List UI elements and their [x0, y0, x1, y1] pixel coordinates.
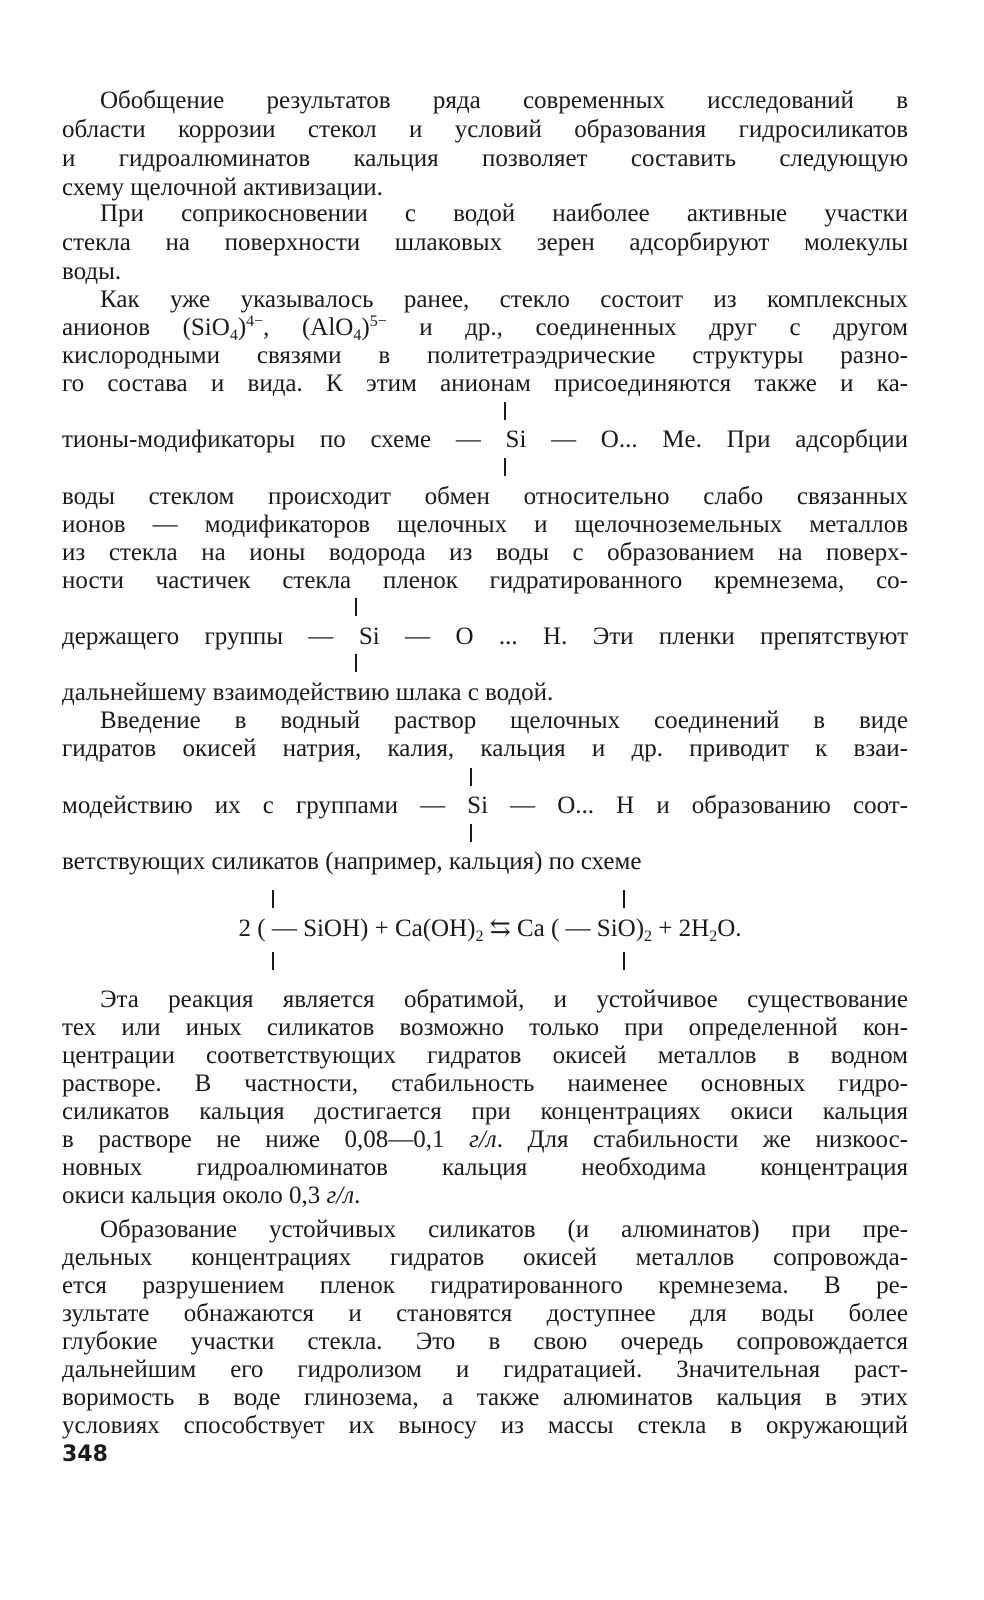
subscript: 4: [353, 327, 362, 344]
text-line: и гидроалюминатов кальция позволяет составить следующую: [62, 145, 908, 172]
text-line: центрации соответствующих гидратов окисей металлов в водном: [62, 1042, 908, 1069]
bond-line: [623, 890, 625, 908]
reaction-equation: [60, 912, 920, 946]
text-line: из стекла на ионы водорода из воды с образованием на поверх-: [62, 539, 908, 566]
text-fragment: , (AlO: [263, 314, 354, 341]
bond-line: [355, 654, 357, 672]
text-line: тех или иных силикатов возможно только при определенной кон-: [62, 1014, 908, 1041]
unit-label: г/л: [326, 1182, 355, 1209]
subscript: 2: [475, 928, 484, 945]
text-line-units: [62, 1181, 908, 1211]
text-line: растворе. В частности, стабильность наименее основных гидро-: [62, 1070, 908, 1097]
text-line: Введение в водный раствор щелочных соединений в виде: [100, 707, 908, 734]
text-line-units: [62, 1125, 908, 1155]
text-line: кислородными связями в политетраэдрические структуры разно-: [62, 342, 908, 369]
bond-line: [504, 402, 506, 420]
text-line: ется разрушением пленок гидратированного кремнезема. В ре-: [62, 1272, 908, 1299]
page-number: 348: [62, 1442, 108, 1467]
text-line: схему щелочной активизации.: [62, 174, 383, 201]
text-fragment: в растворе не ниже 0,08—0,1: [62, 1126, 470, 1153]
bond-line: [470, 824, 472, 842]
text-line: силикатов кальция достигается при концентрациях окиси кальция: [62, 1098, 908, 1125]
bond-line: [355, 598, 357, 616]
text-line-formula: анионов $(SiO_4)^{4-}$, $(AlO_4)^{5-}$ и др., соединенных друг с другом: [62, 313, 908, 344]
text-fragment: .: [354, 1182, 361, 1209]
equation-fragment: + 2H: [652, 915, 710, 942]
superscript: 4−: [246, 313, 264, 330]
text-fragment: анионов (SiO: [62, 314, 230, 341]
text-line: держащего группы — Si — O ... H. Эти пленки препятствуют: [62, 623, 908, 650]
text-line: стекла на поверхности шлаковых зерен адсорбируют молекулы: [62, 229, 908, 256]
text-line: ветствующих силикатов (например, кальция) по схеме: [62, 848, 642, 875]
text-line: ионов — модификаторов щелочных и щелочноземельных металлов: [62, 511, 908, 538]
text-line: ности частичек стекла пленок гидратированного кремнезема, со-: [62, 567, 908, 594]
bond-line: [272, 952, 274, 970]
text-line: Эта реакция является обратимой, и устойчивое существование: [100, 986, 908, 1013]
equation-fragment: Ca ( — SiO): [516, 915, 645, 942]
text-line: дальнейшему взаимодействию шлака с водой.: [62, 679, 554, 706]
text-line: воримость в воде глинозема, а также алюминатов кальция в этих: [62, 1384, 908, 1411]
unit-label: г/л: [469, 1126, 497, 1153]
equilibrium-arrow: ⇆: [483, 915, 517, 942]
text-line: области коррозии стекол и условий образования гидросиликатов: [62, 116, 908, 143]
bond-line: [470, 768, 472, 786]
subscript: 2: [709, 928, 718, 945]
text-line: новных гидроалюминатов кальция необходима концентрация: [62, 1154, 908, 1181]
text-line: Обобщение результатов ряда современных исследований в: [100, 87, 908, 114]
bond-line: [623, 952, 625, 970]
equation-fragment: 2 ( — SiOH) + Ca(OH): [238, 915, 476, 942]
bond-line: [504, 458, 506, 476]
text-line: модействию их с группами — Si — O... H и образованию соот-: [62, 792, 908, 819]
text-line: глубокие участки стекла. Это в свою очередь сопровождается: [62, 1328, 908, 1355]
text-line: дальнейшим его гидролизом и гидратацией. Значительная раст-: [62, 1356, 908, 1383]
text-line: дельных концентрациях гидратов окисей металлов сопровожда-: [62, 1244, 908, 1271]
equation-fragment: O.: [717, 915, 742, 942]
text-line: го состава и вида. К этим анионам присоединяются также и ка-: [62, 370, 908, 397]
text-line: тионы-модификаторы по схеме — Si — O... Me. При адсорбции: [62, 426, 908, 453]
text-fragment: окиси кальция около 0,3: [62, 1182, 327, 1209]
text-line: Как уже указывалось ранее, стекло состоит из комплексных: [100, 286, 908, 313]
text-line: воды стеклом происходит обмен относительно слабо связанных: [62, 483, 908, 510]
text-fragment: ): [361, 314, 370, 341]
text-line: условиях способствует их выносу из массы стекла в окружающий: [62, 1412, 908, 1439]
text-line: воды.: [62, 258, 122, 285]
text-line: зультате обнажаются и становятся доступнее для воды более: [62, 1300, 908, 1327]
text-line: гидратов окисей натрия, калия, кальция и др. приводит к взаи-: [62, 735, 908, 762]
subscript: 2: [644, 928, 653, 945]
text-fragment: . Для стабильности же низкоос-: [496, 1126, 908, 1153]
text-line: При соприкосновении с водой наиболее активные участки: [100, 200, 908, 227]
text-fragment: и др., соединенных друг с другом: [386, 314, 908, 341]
text-line: Образование устойчивых силикатов (и алюминатов) при пре-: [100, 1216, 908, 1243]
bond-line: [272, 890, 274, 908]
subscript: 4: [229, 327, 238, 344]
superscript: 5−: [369, 313, 387, 330]
